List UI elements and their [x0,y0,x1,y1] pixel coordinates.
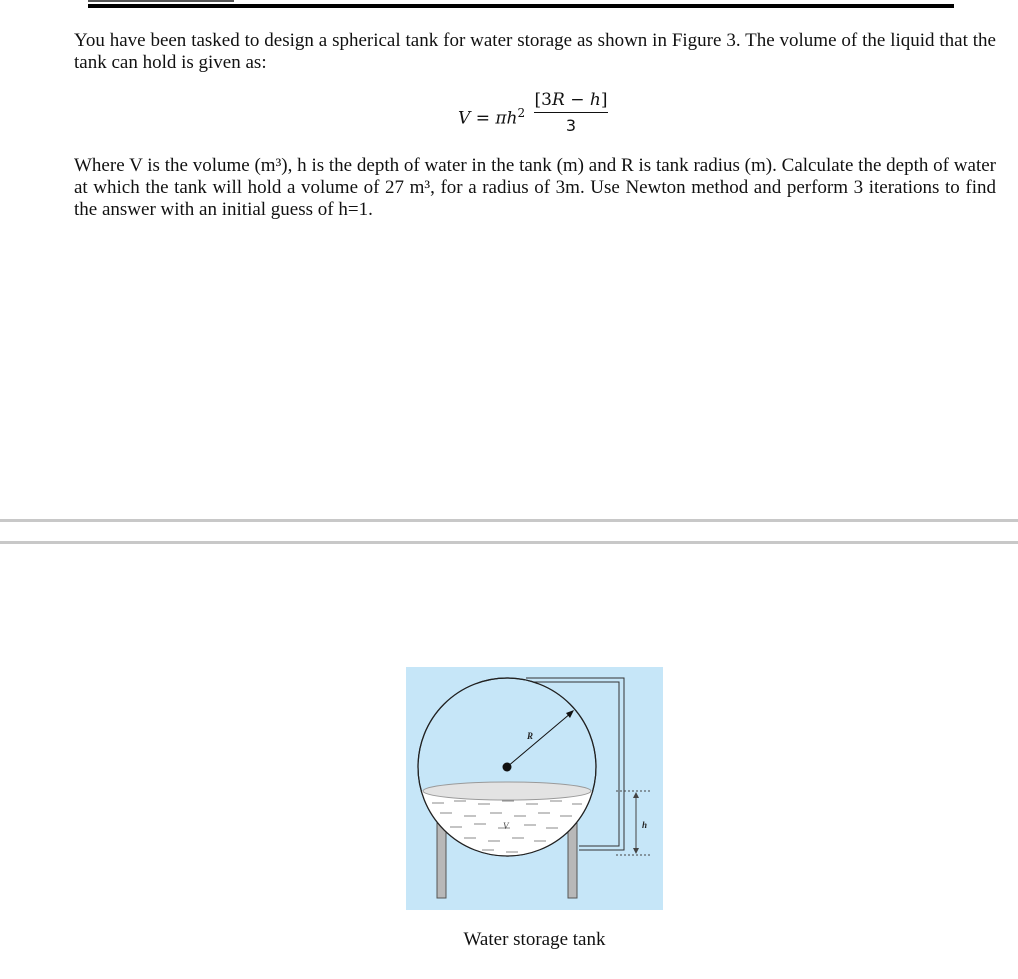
formula-lhs [458,106,525,129]
formula-num-open: [3 [534,90,552,110]
top-rule [88,4,954,8]
formula-fraction [534,90,608,135]
formula-num-r: R [551,90,565,110]
formula-numerator [534,90,608,113]
formula-exponent: 2 [517,106,526,120]
formula-var-v: V [458,108,471,129]
page-separator-top [0,519,1018,522]
formula-var-h: h [506,108,518,129]
formula-num-minus: − [570,90,585,110]
top-rule-fragment [88,0,234,2]
label-v: V [503,821,509,831]
figure-caption: Water storage tank [463,929,606,950]
problem-task-paragraph: Where V is the volume (m³), h is the depth of water in the tank (m) and R is tank radius (m). Calculate the depth of water at which the tank will hold a volume of 27 m³, for a radius of 3m. Use Newton method and perform 3 iterations to find the answer with an initial guess of h=1. [74,155,996,220]
label-h: h [642,820,648,830]
water-tank-figure [406,667,663,910]
water-tank-illustration [406,667,663,910]
formula-equals: = [475,108,490,129]
label-r: R [527,731,534,741]
formula-num-h: h [589,90,601,110]
formula-num-close: ] [600,90,608,110]
depth-arrow-bottom [633,848,639,854]
formula-denominator: 3 [565,116,577,135]
depth-arrow-top [633,792,639,798]
water-surface [423,782,591,800]
problem-intro-paragraph: You have been tasked to design a spherical tank for water storage as shown in Figure 3. The volume of the liquid that the tank can hold is given as: [74,30,996,73]
formula-pi: π [495,108,507,129]
page-separator-bottom [0,541,1018,544]
